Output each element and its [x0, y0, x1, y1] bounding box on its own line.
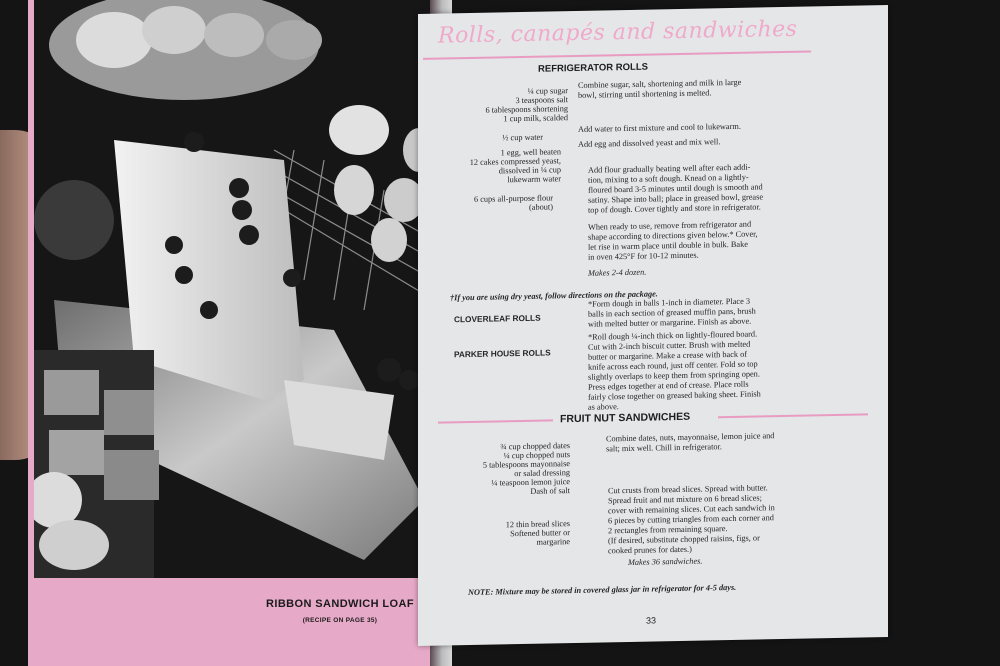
direction-line: top of dough. Cover tightly and store in refrigerator.: [588, 202, 761, 215]
photo-caption: [240, 598, 440, 624]
rr-ingredients-1: [486, 86, 569, 124]
direction-line: Combine sugar, salt, shortening and milk in large: [578, 77, 742, 90]
rr-directions-3: [578, 137, 720, 150]
direction-line: Press edges together at end of crease. Place rolls: [588, 379, 749, 392]
ingredient-line: (about): [529, 202, 553, 212]
ribbon-sandwich-loaf-photo: [34, 0, 434, 578]
ingredient-line: 1 egg, well beaten: [500, 147, 561, 158]
direction-line: shape according to directions given below.* Cover,: [588, 229, 758, 242]
section-title-refrigerator-rolls: REFRIGERATOR ROLLS: [538, 61, 648, 75]
fn-directions-1: [606, 431, 774, 454]
direction-line: Cut with 2-inch biscuit cutter. Brush with melted: [588, 339, 751, 352]
ingredient-line: Softened butter or: [510, 528, 570, 539]
ingredient-line: dissolved in ¼ cup: [498, 165, 561, 176]
direction-line: Add water to first mixture and cool to lukewarm.: [578, 121, 741, 134]
ingredient-line: 3 teaspoons salt: [515, 95, 568, 106]
direction-line: floured board 3-5 minutes until dough is smooth and: [588, 182, 763, 195]
direction-line: knife across each round, just off center. Fold so top: [588, 359, 758, 372]
direction-line: Spread fruit and nut mixture on 6 bread slices;: [608, 493, 762, 506]
direction-line: slightly overlaps to keep them from springing open.: [588, 369, 760, 382]
direction-line: bowl, stirring until shortening is melted.: [578, 88, 712, 100]
chapter-header: Rolls, canapés and sandwiches: [438, 16, 798, 49]
parker-house-directions: [588, 329, 761, 412]
cloverleaf-directions: [588, 297, 756, 330]
fn-ingredients-1: [483, 441, 570, 497]
direction-line: satiny. Shape into ball; place in greased bowl, grease: [588, 192, 764, 205]
direction-line: *Roll dough ¼-inch thick on lightly-floured board.: [588, 329, 758, 342]
right-page: [418, 5, 888, 646]
rr-directions-5: [588, 219, 758, 262]
ingredient-line: 6 cups all-purpose flour: [473, 193, 553, 204]
section-rule-left: [438, 419, 553, 423]
rr-ingredients-2: [502, 133, 543, 143]
fn-directions-2: [608, 483, 775, 556]
direction-line: Cut crusts from bread slices. Spread with butter.: [608, 483, 768, 496]
ingredient-line: 5 tablespoons mayonnaise: [482, 459, 570, 470]
ingredient-line: margarine: [536, 537, 570, 547]
fn-ingredients-2: [506, 519, 570, 547]
storage-note: NOTE: Mixture may be stored in covered glass jar in refrigerator for 4-5 days.: [468, 582, 737, 598]
photo-caption-title: RIBBON SANDWICH LOAF: [266, 598, 414, 610]
ingredient-line: ¼ cup sugar: [527, 86, 568, 96]
rr-directions-2: [578, 122, 741, 135]
header-rule: [423, 50, 811, 59]
section-title-fruit-nut-sandwiches: FRUIT NUT SANDWICHES: [560, 410, 691, 426]
direction-line: Add flour gradually beating well after each addi-: [588, 162, 751, 175]
direction-line: fairly close together on greased baking sheet. Finish: [588, 389, 761, 402]
direction-line: (If desired, substitute chopped raisins, figs, or: [608, 533, 760, 546]
direction-line: *Form dough in balls 1-inch in diameter. Place 3: [588, 296, 750, 309]
direction-line: in oven 425°F for 10-12 minutes.: [588, 250, 699, 262]
ingredient-line: Dash of salt: [530, 486, 570, 496]
ingredient-line: ½ cup water: [502, 132, 543, 143]
rr-ingredients-3: [470, 147, 561, 185]
rr-ingredients-4: [474, 193, 553, 213]
rr-yield: Makes 2-4 dozen.: [588, 267, 647, 278]
ingredient-line: 1 cup milk, scalded: [503, 113, 568, 124]
rr-directions-1: [578, 78, 741, 101]
direction-line: 2 rectangles from remaining square.: [608, 524, 728, 536]
section-rule-right: [718, 413, 868, 418]
direction-line: When ready to use, remove from refrigerator and: [588, 219, 752, 232]
direction-line: tion, mixing to a soft dough. Knead on a lightly-: [588, 172, 749, 185]
ingredient-line: or salad dressing: [514, 468, 570, 479]
ingredient-line: ¼ teaspoon lemon juice: [491, 477, 570, 488]
ingredient-line: 12 cakes compressed yeast,: [469, 156, 561, 168]
ingredient-line: lukewarm water: [507, 174, 561, 185]
parker-house-rolls-label: PARKER HOUSE ROLLS: [454, 347, 551, 360]
direction-line: Add egg and dissolved yeast and mix well.: [578, 137, 721, 149]
ingredient-line: 12 thin bread slices: [505, 519, 570, 530]
direction-line: balls in each section of greased muffin pans, brush: [588, 306, 756, 319]
direction-line: with melted butter or margarine. Finish as above.: [588, 316, 752, 329]
dry-yeast-note: †If you are using dry yeast, follow directions on the package.: [450, 289, 658, 303]
cloverleaf-rolls-label: CLOVERLEAF ROLLS: [454, 312, 541, 325]
direction-line: Combine dates, nuts, mayonnaise, lemon juice and: [606, 431, 775, 444]
photo-caption-subtitle: (RECIPE ON PAGE 35): [302, 617, 378, 624]
direction-line: let rise in warm place until double in bulk. Bake: [588, 239, 748, 252]
direction-line: cover with remaining slices. Cut each sandwich in: [608, 503, 775, 516]
direction-line: 6 pieces by cutting triangles from each corner and: [608, 513, 774, 526]
ingredient-line: 6 tablespoons shortening: [485, 104, 568, 115]
page-number: 33: [646, 615, 657, 626]
fn-yield: Makes 36 sandwiches.: [628, 556, 703, 567]
direction-line: butter or margarine. Make a crease with back of: [588, 349, 748, 362]
rr-directions-4: [588, 162, 763, 215]
ingredient-line: ¼ cup chopped nuts: [503, 450, 570, 461]
direction-line: as above.: [588, 402, 619, 412]
ingredient-line: ¾ cup chopped dates: [500, 441, 570, 452]
food-photo-illustration: [34, 0, 434, 578]
direction-line: cooked prunes for dates.): [608, 544, 692, 556]
direction-line: salt; mix well. Chill in refrigerator.: [606, 442, 722, 454]
